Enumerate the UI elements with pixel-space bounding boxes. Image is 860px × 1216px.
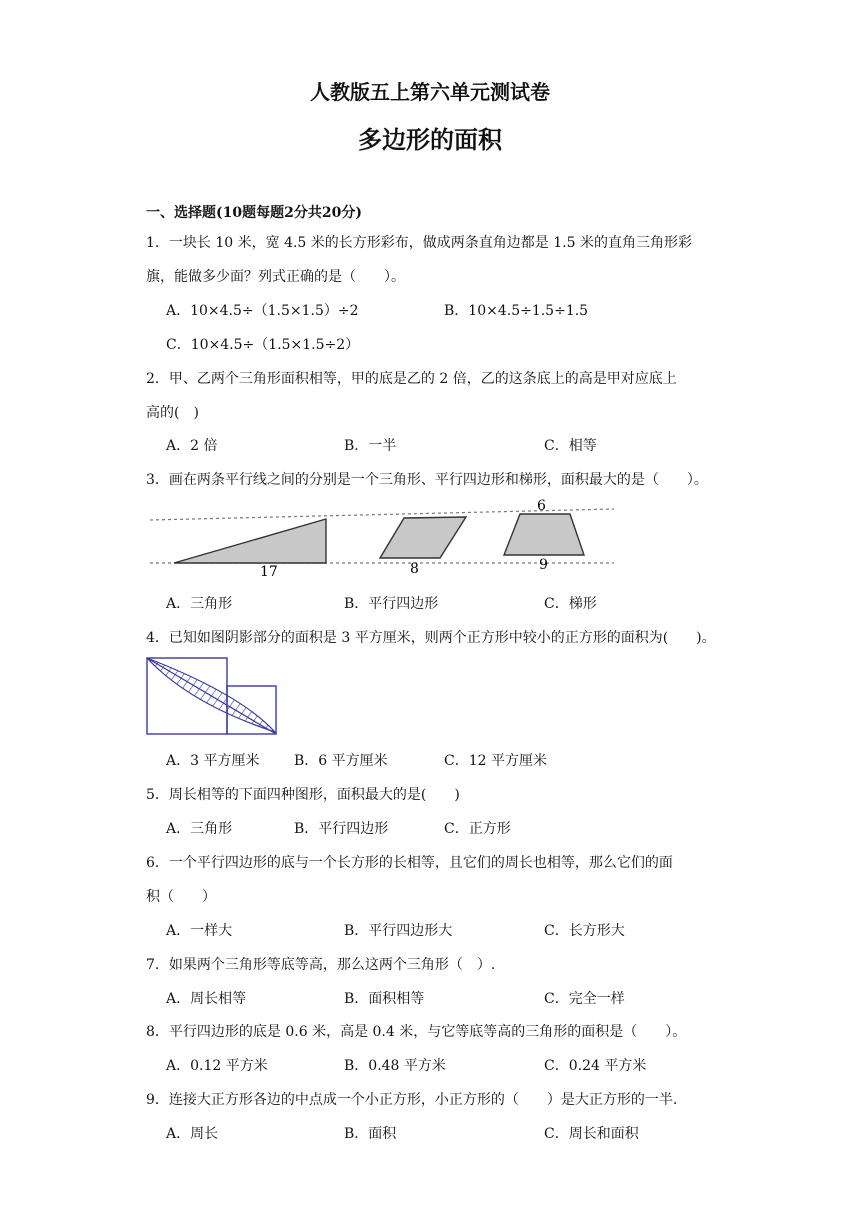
question-8-option-c[interactable]: C．0.24 平方米 xyxy=(544,1058,647,1074)
question-4-option-c[interactable]: C．12 平方厘米 xyxy=(444,753,547,769)
question-9-option-c[interactable]: C．周长和面积 xyxy=(544,1126,639,1142)
question-6-line-1: 6．一个平行四边形的底与一个长方形的长相等，且它们的周长也相等，那么它们的面 xyxy=(146,855,673,871)
question-6-line-2: 积（ ） xyxy=(146,889,216,905)
trapezoid-bottom-label: 9 xyxy=(539,557,548,573)
page-subtitle: 多边形的面积 xyxy=(358,126,502,154)
question-4-option-a[interactable]: A．3 平方厘米 xyxy=(166,753,260,769)
question-6-option-a[interactable]: A．一样大 xyxy=(166,923,233,939)
question-3-option-c[interactable]: C．梯形 xyxy=(544,596,597,612)
question-7-line-1: 7．如果两个三角形等底等高，那么这两个三角形（ ）. xyxy=(146,957,496,973)
question-2-option-c[interactable]: C．相等 xyxy=(544,438,597,454)
question-8-option-a[interactable]: A．0.12 平方米 xyxy=(166,1058,268,1074)
question-1-line-1: 1．一块长 10 米，宽 4.5 米的长方形彩布，做成两条直角边都是 1.5 米的直角三角形彩 xyxy=(146,235,692,251)
question-3-option-a[interactable]: A．三角形 xyxy=(166,596,233,612)
question-7-option-b[interactable]: B．面积相等 xyxy=(344,991,425,1007)
question-9-line-1: 9．连接大正方形各边的中点成一个小正方形，小正方形的（ ）是大正方形的一半. xyxy=(146,1092,678,1108)
section-heading: 一、选择题(10题每题2分共20分) xyxy=(146,205,362,221)
trapezoid-top-label: 6 xyxy=(537,498,546,514)
question-2-line-1: 2．甲、乙两个三角形面积相等，甲的底是乙的 2 倍，乙的这条底上的高是甲对应底上 xyxy=(146,371,677,387)
question-4-option-b[interactable]: B．6 平方厘米 xyxy=(294,753,388,769)
question-7-option-c[interactable]: C．完全一样 xyxy=(544,991,625,1007)
question-1-option-c[interactable]: C．10×4.5÷（1.5×1.5÷2） xyxy=(166,337,360,353)
question-4-figure xyxy=(145,656,281,738)
question-8-line-1: 8．平行四边形的底是 0.6 米，高是 0.4 米，与它等底等高的三角形的面积是（ ）。 xyxy=(146,1024,687,1040)
parallelogram-base-label: 8 xyxy=(410,561,419,577)
question-2-option-b[interactable]: B．一半 xyxy=(344,438,397,454)
question-1-option-b[interactable]: B．10×4.5÷1.5÷1.5 xyxy=(444,303,589,319)
page-title: 人教版五上第六单元测试卷 xyxy=(310,80,550,104)
question-9-option-a[interactable]: A．周长 xyxy=(166,1126,219,1142)
triangle-shape xyxy=(174,519,326,563)
triangle-base-label: 17 xyxy=(260,564,278,580)
question-4-line-1: 4．已知如图阴影部分的面积是 3 平方厘米，则两个正方形中较小的正方形的面积为( )。 xyxy=(146,630,716,646)
parallelogram-shape xyxy=(380,517,466,558)
trapezoid-shape xyxy=(504,514,584,555)
question-7-option-a[interactable]: A．周长相等 xyxy=(166,991,247,1007)
question-9-option-b[interactable]: B．面积 xyxy=(344,1126,397,1142)
question-3-option-b[interactable]: B．平行四边形 xyxy=(344,596,439,612)
diagonal-line xyxy=(147,658,276,734)
question-8-option-b[interactable]: B．0.48 平方米 xyxy=(344,1058,446,1074)
question-5-option-c[interactable]: C．正方形 xyxy=(444,821,511,837)
question-1-option-a[interactable]: A．10×4.5÷（1.5×1.5）÷2 xyxy=(166,303,359,319)
question-5-option-a[interactable]: A．三角形 xyxy=(166,821,233,837)
question-2-line-2: 高的( ) xyxy=(146,405,199,421)
question-6-option-b[interactable]: B．平行四边形大 xyxy=(344,923,453,939)
question-5-option-b[interactable]: B．平行四边形 xyxy=(294,821,389,837)
question-3-figure xyxy=(148,496,618,580)
question-2-option-a[interactable]: A．2 倍 xyxy=(166,438,218,454)
question-1-line-2: 旗，能做多少面？列式正确的是（ ）。 xyxy=(146,269,405,285)
question-6-option-c[interactable]: C．长方形大 xyxy=(544,923,625,939)
question-5-line-1: 5．周长相等的下面四种图形，面积最大的是( ) xyxy=(146,787,460,803)
question-3-line-1: 3．画在两条平行线之间的分别是一个三角形、平行四边形和梯形，面积最大的是（ ）。 xyxy=(146,472,708,488)
